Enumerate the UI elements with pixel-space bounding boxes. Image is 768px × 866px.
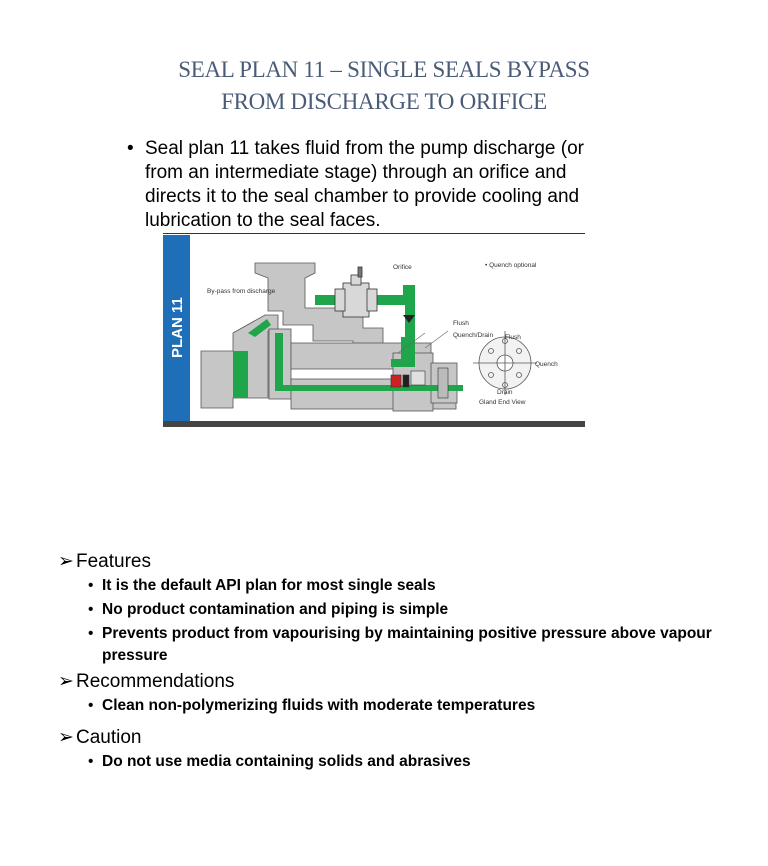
arrow-bullet: ➢ xyxy=(58,671,74,692)
bottom-bar xyxy=(163,421,585,427)
intro-text: Seal plan 11 takes fluid from the pump discharge (or from an intermediate stage) through an orifice and directs it to the seal chamber to provide cooling and lubrication to the seal faces. xyxy=(145,138,584,231)
label-drain: Drain xyxy=(497,389,513,396)
title-line-1: SEAL PLAN 11 – SINGLE SEALS BYPASS xyxy=(178,57,590,82)
title-line-2: FROM DISCHARGE TO ORIFICE xyxy=(221,89,547,114)
label-bypass: By-pass from discharge xyxy=(207,288,276,295)
list-item: • Prevents product from vapourising by maintaining positive pressure above vapour pressure xyxy=(88,625,712,664)
label-gland-end-view: Gland End View xyxy=(479,399,526,406)
intro-paragraph xyxy=(127,137,627,233)
label-quench-optional: • Quench optional xyxy=(485,262,537,269)
plan-11-diagram xyxy=(163,233,585,428)
caution-heading: ➢ Caution xyxy=(58,725,738,751)
list-item: • It is the default API plan for most single seals xyxy=(88,577,436,594)
plan-banner-label: PLAN 11 xyxy=(169,297,186,358)
section-caution xyxy=(58,725,738,773)
recommendations-heading: ➢ Recommendations xyxy=(58,669,738,695)
sections-list xyxy=(58,549,738,775)
label-quench: Quench xyxy=(535,361,558,368)
arrow-bullet: ➢ xyxy=(58,551,74,572)
list-item: • Do not use media containing solids and abrasives xyxy=(88,753,471,770)
list-item: • Clean non-polymerizing fluids with moderate temperatures xyxy=(88,697,536,714)
label-quench-drain: Quench/Drain xyxy=(453,332,494,339)
label-flush: Flush xyxy=(453,320,469,327)
features-heading: ➢ Features xyxy=(58,549,738,575)
arrow-bullet: ➢ xyxy=(58,727,74,748)
label-flush-2: Flush xyxy=(505,334,521,341)
list-item: • No product contamination and piping is simple xyxy=(88,601,449,618)
section-recommendations xyxy=(58,669,738,717)
page-title xyxy=(0,54,768,118)
label-orifice: Orifice xyxy=(393,264,412,271)
section-features xyxy=(58,549,738,667)
intro-bullet: • xyxy=(127,138,134,159)
